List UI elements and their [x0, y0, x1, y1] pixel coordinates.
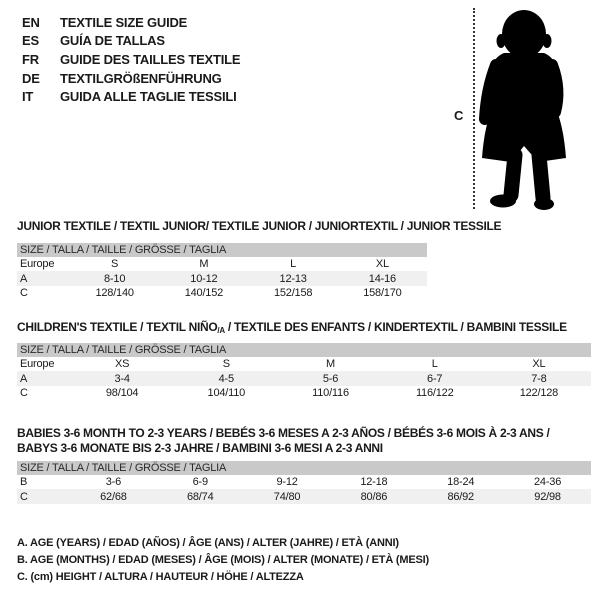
height-cell: 110/116	[312, 386, 349, 399]
size-header-band: SIZE / TALLA / TAILLE / GRÖSSE / TAGLIA	[17, 243, 427, 257]
age-cell: 4-5	[218, 372, 234, 385]
age-cell: 5-6	[322, 372, 339, 385]
size-header-band: SIZE / TALLA / TAILLE / GRÖSSE / TAGLIA	[17, 343, 591, 357]
age-cell: 7-8	[531, 372, 547, 385]
baby-silhouette-icon	[478, 5, 588, 215]
children-table-title	[17, 320, 567, 338]
size-cell: M	[326, 358, 335, 371]
height-cell: 74/80	[273, 490, 301, 503]
row-label: Europe	[20, 258, 55, 271]
row-label: B	[20, 476, 28, 489]
size-cell: XL	[532, 358, 546, 371]
table-row-height	[17, 386, 591, 400]
note-age-years: A. AGE (YEARS) / EDAD (AÑOS) / ÂGE (ANS) / ALTER (JAHRE) / ETÀ (ANNI)	[17, 537, 399, 550]
age-cell: 9-12	[276, 476, 298, 489]
height-cell: 116/122	[415, 386, 454, 399]
language-row-de	[22, 69, 240, 88]
age-cell: 18-24	[447, 476, 475, 489]
language-title: GUIDE DES TAILLES TEXTILE	[60, 51, 241, 67]
language-row-fr	[22, 50, 240, 69]
row-label: C	[20, 286, 28, 299]
size-cell: M	[199, 258, 209, 271]
size-cell: S	[111, 258, 119, 271]
table-row-europe	[17, 257, 427, 271]
height-measure-label-c: C	[454, 108, 464, 123]
row-label: A	[20, 372, 28, 385]
age-cell: 10-12	[190, 272, 218, 285]
language-code: ES	[22, 33, 39, 49]
children-title-post: / TEXTILE DES ENFANTS / KINDERTEXTIL / BAMBINI TESSILE	[224, 320, 567, 334]
language-row-it	[22, 87, 240, 106]
babies-title-line2: BABYS 3-6 MONATE BIS 2-3 JAHRE / BAMBINI 3-6 MESI A 2-3 ANNI	[17, 441, 383, 455]
age-cell: 24-36	[533, 476, 562, 489]
language-title: GUIDA ALLE TAGLIE TESSILI	[60, 89, 237, 105]
children-title-pre: CHILDREN'S TEXTILE / TEXTIL NIÑO	[17, 320, 218, 334]
row-label: A	[20, 272, 28, 285]
babies-size-table	[17, 461, 591, 504]
height-cell: 86/92	[447, 490, 474, 503]
note-age-months: B. AGE (MONTHS) / EDAD (MESES) / ÂGE (MOIS) / ALTER (MONATE) / ETÀ (MESI)	[17, 554, 429, 567]
height-cell: 68/74	[186, 490, 214, 503]
language-code: FR	[22, 51, 39, 67]
age-cell: 6-9	[192, 476, 208, 489]
height-cell: 152/158	[273, 286, 313, 299]
size-cell: XL	[375, 258, 389, 271]
size-cell: S	[222, 358, 230, 371]
height-cell: 140/152	[184, 286, 224, 299]
table-row-age	[17, 371, 591, 385]
size-cell: L	[290, 258, 297, 271]
language-title: GUÍA DE TALLAS	[60, 33, 165, 49]
height-measure-dotted-line	[473, 8, 475, 209]
row-label: C	[20, 386, 28, 399]
babies-table-title	[17, 426, 549, 456]
table-row-height	[17, 489, 591, 503]
height-cell: 80/86	[360, 490, 388, 503]
height-cell: 98/104	[105, 386, 139, 399]
age-cell: 3-4	[114, 372, 130, 385]
age-cell: 6-7	[427, 372, 443, 385]
junior-size-table	[17, 243, 427, 300]
note-height-cm: C. (cm) HEIGHT / ALTURA / HAUTEUR / HÖHE / ALTEZZA	[17, 570, 304, 583]
language-row-en	[22, 13, 240, 32]
height-cell: 122/128	[519, 386, 559, 399]
age-cell: 14-16	[368, 272, 396, 285]
language-code: EN	[22, 14, 40, 30]
language-title: TEXTILE SIZE GUIDE	[60, 14, 188, 30]
children-title-subscript: /A	[217, 326, 225, 335]
junior-table-title: JUNIOR TEXTILE / TEXTIL JUNIOR/ TEXTILE JUNIOR / JUNIORTEXTIL / JUNIOR TESSILE	[17, 219, 502, 233]
table-row-europe	[17, 357, 591, 371]
table-row-age	[17, 271, 427, 285]
language-title: TEXTILGRÖßENFÜHRUNG	[60, 70, 222, 86]
height-cell: 128/140	[95, 286, 134, 299]
babies-title-line1: BABIES 3-6 MONTH TO 2-3 YEARS / BEBÉS 3-6 MESES A 2-3 AÑOS / BÉBÉS 3-6 MOIS À 2-3 ANS /	[17, 426, 550, 440]
children-size-table	[17, 343, 591, 400]
size-cell: XS	[114, 358, 130, 371]
height-cell: 92/98	[534, 490, 561, 503]
height-cell: 104/110	[207, 386, 246, 399]
age-cell: 8-10	[104, 272, 126, 285]
age-cell: 12-13	[279, 272, 307, 285]
age-cell: 3-6	[105, 476, 122, 489]
language-code: IT	[22, 89, 34, 105]
row-label: Europe	[20, 358, 55, 371]
age-cell: 12-18	[360, 476, 388, 489]
size-header-band: SIZE / TALLA / TAILLE / GRÖSSE / TAGLIA	[17, 461, 591, 475]
size-cell: L	[431, 358, 438, 371]
height-cell: 158/170	[363, 286, 402, 299]
table-row-age-months	[17, 475, 591, 489]
language-code: DE	[22, 70, 40, 86]
row-label: C	[20, 490, 28, 503]
language-row-es	[22, 32, 240, 51]
height-cell: 62/68	[100, 490, 127, 503]
language-title-list	[22, 13, 240, 106]
legend-notes	[17, 535, 429, 585]
table-row-height	[17, 286, 427, 300]
